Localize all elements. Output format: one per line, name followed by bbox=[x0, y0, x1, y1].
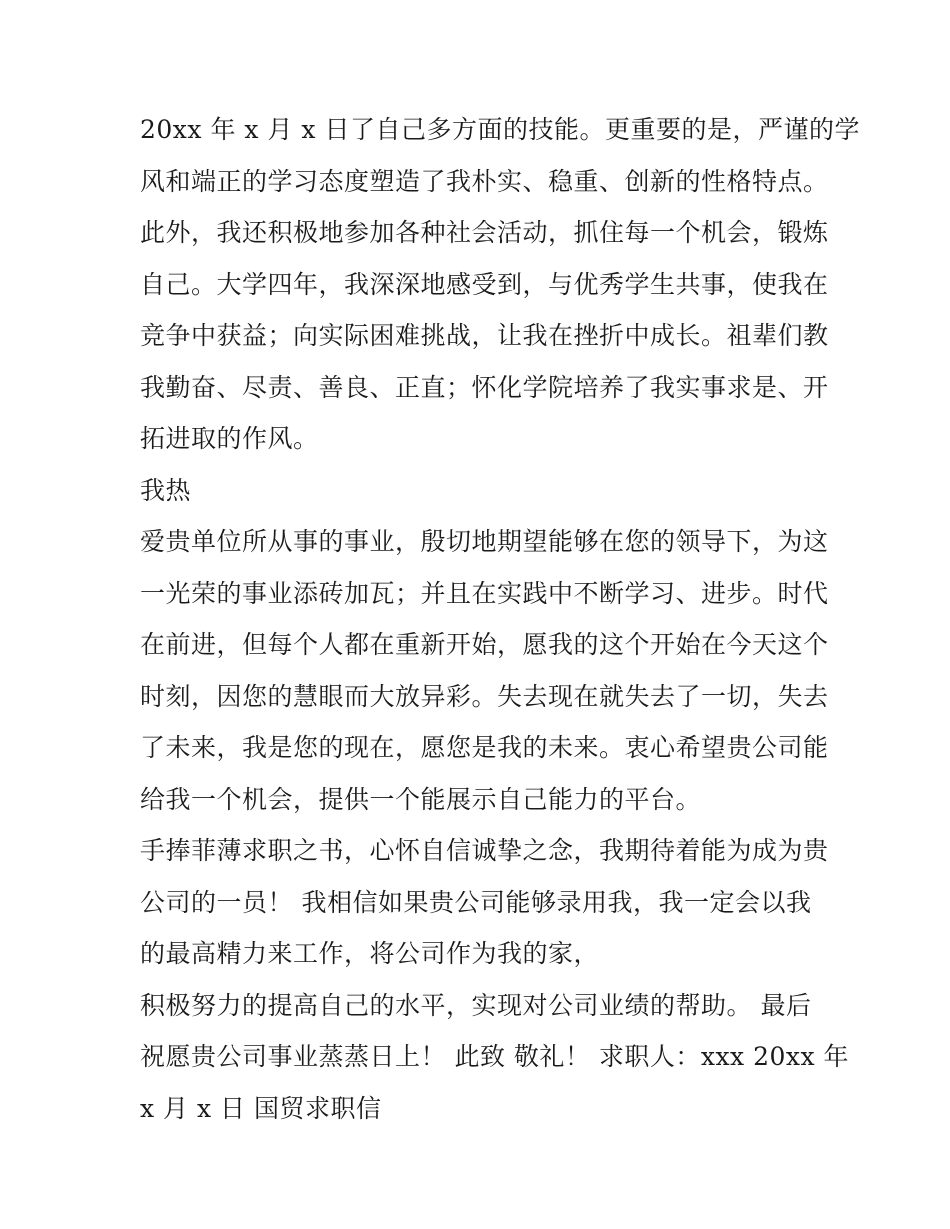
text-line-7: 拓进取的作风。 bbox=[140, 424, 319, 453]
text-line-16: 公司的一员！ 我相信如果贵公司能够录用我，我一定会以我 bbox=[140, 887, 812, 917]
text-line-15: 手捧菲薄求职之书，心怀自信诚挚之念，我期待着能为成为贵 bbox=[140, 836, 829, 865]
text-line-20: x 月 x 日 国贸求职信 bbox=[140, 1093, 382, 1123]
text-line-4: 自己。大学四年，我深深地感受到，与优秀学生共事，使我在 bbox=[140, 269, 829, 299]
text-line-19: 祝愿贵公司事业蒸蒸日上！ 此致 敬礼！ 求职人：xxx 20xx 年 bbox=[140, 1042, 850, 1071]
text-line-9: 爱贵单位所从事的事业，殷切地期望能够在您的领导下，为这 bbox=[140, 527, 829, 556]
text-line-8: 我热 bbox=[140, 475, 192, 505]
text-line-1: 20xx 年 x 月 x 日了自己多方面的技能。更重要的是，严谨的学 bbox=[140, 115, 860, 144]
text-line-11: 在前进，但每个人都在重新开始，愿我的这个开始在今天这个 bbox=[140, 630, 829, 659]
text-line-2: 风和端正的学习态度塑造了我朴实、稳重、创新的性格特点。 bbox=[140, 166, 829, 196]
text-line-18: 积极努力的提高自己的水平，实现对公司业绩的帮助。 最后 bbox=[140, 990, 812, 1020]
text-line-3: 此外，我还积极地参加各种社会活动，抓住每一个机会，锻炼 bbox=[140, 218, 829, 247]
text-line-13: 了未来，我是您的现在，愿您是我的未来。衷心希望贵公司能 bbox=[140, 733, 829, 762]
text-line-14: 给我一个机会，提供一个能展示自己能力的平台。 bbox=[140, 784, 702, 814]
text-line-6: 我勤奋、尽责、善良、正直；怀化学院培养了我实事求是、开 bbox=[140, 372, 829, 402]
text-line-10: 一光荣的事业添砖加瓦；并且在实践中不断学习、进步。时代 bbox=[140, 578, 829, 608]
text-line-12: 时刻，因您的慧眼而大放异彩。失去现在就失去了一切，失去 bbox=[140, 681, 829, 711]
text-line-5: 竞争中获益；向实际困难挑战，让我在挫折中成长。祖辈们教 bbox=[140, 321, 829, 350]
letter-body bbox=[140, 104, 860, 1134]
text-line-17: 的最高精力来工作，将公司作为我的家， bbox=[140, 939, 600, 968]
